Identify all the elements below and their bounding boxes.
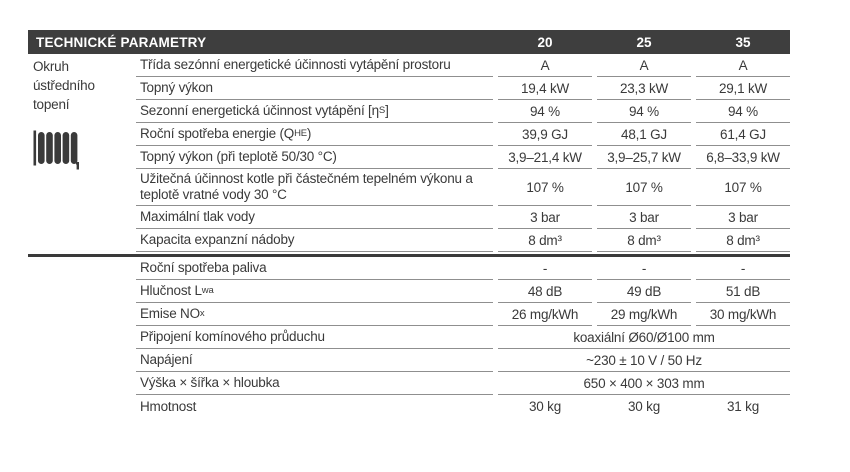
param-value: 8 dm³ <box>696 229 790 252</box>
param-value: 39,9 GJ <box>498 123 592 146</box>
param-name-text: Hlučnost L <box>140 283 202 298</box>
param-name <box>136 169 493 206</box>
table-row <box>136 326 790 349</box>
param-name-post: ] <box>385 103 389 118</box>
param-name-text: Topný výkon <box>140 80 213 95</box>
param-name-text: Maximální tlak vody <box>140 209 255 224</box>
param-value: 31 kg <box>726 399 760 414</box>
table-row <box>136 280 790 303</box>
sidebar-spacer <box>28 257 136 418</box>
param-name <box>136 326 493 349</box>
table-row <box>136 54 790 77</box>
param-value: 8 dm³ <box>498 229 592 252</box>
column-header-20: 20 <box>537 34 553 50</box>
table-header <box>28 30 790 54</box>
param-value: 3 bar <box>597 206 691 229</box>
rows-section-1 <box>136 54 790 252</box>
param-value: A <box>597 54 691 77</box>
param-value: A <box>498 54 592 77</box>
param-value: 30 mg/kWh <box>696 303 790 326</box>
param-name-text: Třída sezónní energetické účinnosti vytápění prostoru <box>140 57 451 72</box>
param-name <box>136 372 493 395</box>
param-name-post: ) <box>306 126 312 141</box>
table-row <box>136 303 790 326</box>
param-name: Emise NO x <box>136 303 493 326</box>
table-row <box>136 206 790 229</box>
param-value: A <box>696 54 790 77</box>
param-value: 51 dB <box>696 280 790 303</box>
param-name <box>136 349 493 372</box>
param-name <box>136 395 493 418</box>
param-value-spanning: koaxiální Ø60/Ø100 mm <box>498 326 790 349</box>
param-name <box>136 146 493 169</box>
param-value: 49 dB <box>597 280 691 303</box>
section-central-heating <box>28 54 790 252</box>
param-value: 3,9–21,4 kW <box>498 146 592 169</box>
param-value: 23,3 kW <box>597 77 691 100</box>
param-value: 61,4 GJ <box>696 123 790 146</box>
table-row <box>136 372 790 395</box>
param-value: 3 bar <box>498 206 592 229</box>
table-row <box>136 169 790 206</box>
table-row <box>136 349 790 372</box>
param-name: Hlučnost L wa <box>136 280 493 303</box>
param-name-text: Sezonní energetická účinnost vytápění [η <box>140 103 379 118</box>
param-name <box>136 229 493 252</box>
table-row <box>136 100 790 123</box>
param-value: 48 dB <box>498 280 592 303</box>
table-row <box>136 77 790 100</box>
param-name-text: Roční spotřeba energie (Q <box>140 126 295 141</box>
rows-section-2 <box>136 257 790 418</box>
param-name <box>136 206 493 229</box>
param-name-text: Kapacita expanzní nádoby <box>140 232 295 247</box>
param-name-text: Užitečná účinnost kotle při částečném tepelném výkonu a teplotě vratné vody 30 °C <box>140 171 473 202</box>
table-title: TECHNICKÉ PARAMETRY <box>36 34 207 50</box>
param-value: 29,1 kW <box>696 77 790 100</box>
param-value: 94 % <box>597 100 691 123</box>
table-row <box>136 257 790 280</box>
param-value: 94 % <box>696 100 790 123</box>
param-name <box>136 77 493 100</box>
param-name: Sezonní energetická účinnost vytápění [η S ] <box>136 100 493 123</box>
group-label-text: Okruh ústředního topení <box>33 59 95 112</box>
sidebar-group-label <box>28 54 136 252</box>
param-value: 3 bar <box>696 206 790 229</box>
param-value: 107 % <box>597 169 691 206</box>
param-name-text: Hmotnost <box>140 398 197 414</box>
param-value: 8 dm³ <box>597 229 691 252</box>
param-value-spanning: 650 × 400 × 303 mm <box>498 372 790 395</box>
param-name-text: Emise NO <box>140 306 200 321</box>
param-name-text: Roční spotřeba paliva <box>140 260 267 275</box>
param-value: - <box>597 257 691 280</box>
param-name: Roční spotřeba energie (Q HE ) <box>136 123 493 146</box>
param-name <box>136 257 493 280</box>
section-general <box>28 257 790 418</box>
radiator-icon <box>33 128 136 175</box>
param-value: 107 % <box>696 169 790 206</box>
param-name <box>136 54 493 77</box>
param-name-text: Výška × šířka × hloubka <box>140 375 280 390</box>
param-value: 30 kg <box>528 399 562 414</box>
table-row <box>136 146 790 169</box>
param-value: - <box>498 257 592 280</box>
param-name-text: Topný výkon (při teplotě 50/30 °C) <box>140 149 337 164</box>
param-name-text: Napájení <box>140 352 193 367</box>
param-value: - <box>696 257 790 280</box>
param-value: 30 kg <box>627 399 661 414</box>
param-value: 107 % <box>498 169 592 206</box>
param-value: 94 % <box>498 100 592 123</box>
param-value: 6,8–33,9 kW <box>696 146 790 169</box>
param-value-spanning: ~230 ± 10 V / 50 Hz <box>498 349 790 372</box>
technical-parameters-table <box>28 30 790 418</box>
param-value: 26 mg/kWh <box>498 303 592 326</box>
table-row <box>136 395 790 418</box>
table-row <box>136 229 790 252</box>
param-value: 48,1 GJ <box>597 123 691 146</box>
param-value: 29 mg/kWh <box>597 303 691 326</box>
column-header-25: 25 <box>636 34 652 50</box>
table-row <box>136 123 790 146</box>
param-value: 3,9–25,7 kW <box>597 146 691 169</box>
param-value: 19,4 kW <box>498 77 592 100</box>
param-name-text: Připojení komínového průduchu <box>140 329 325 344</box>
column-header-35: 35 <box>735 34 751 50</box>
